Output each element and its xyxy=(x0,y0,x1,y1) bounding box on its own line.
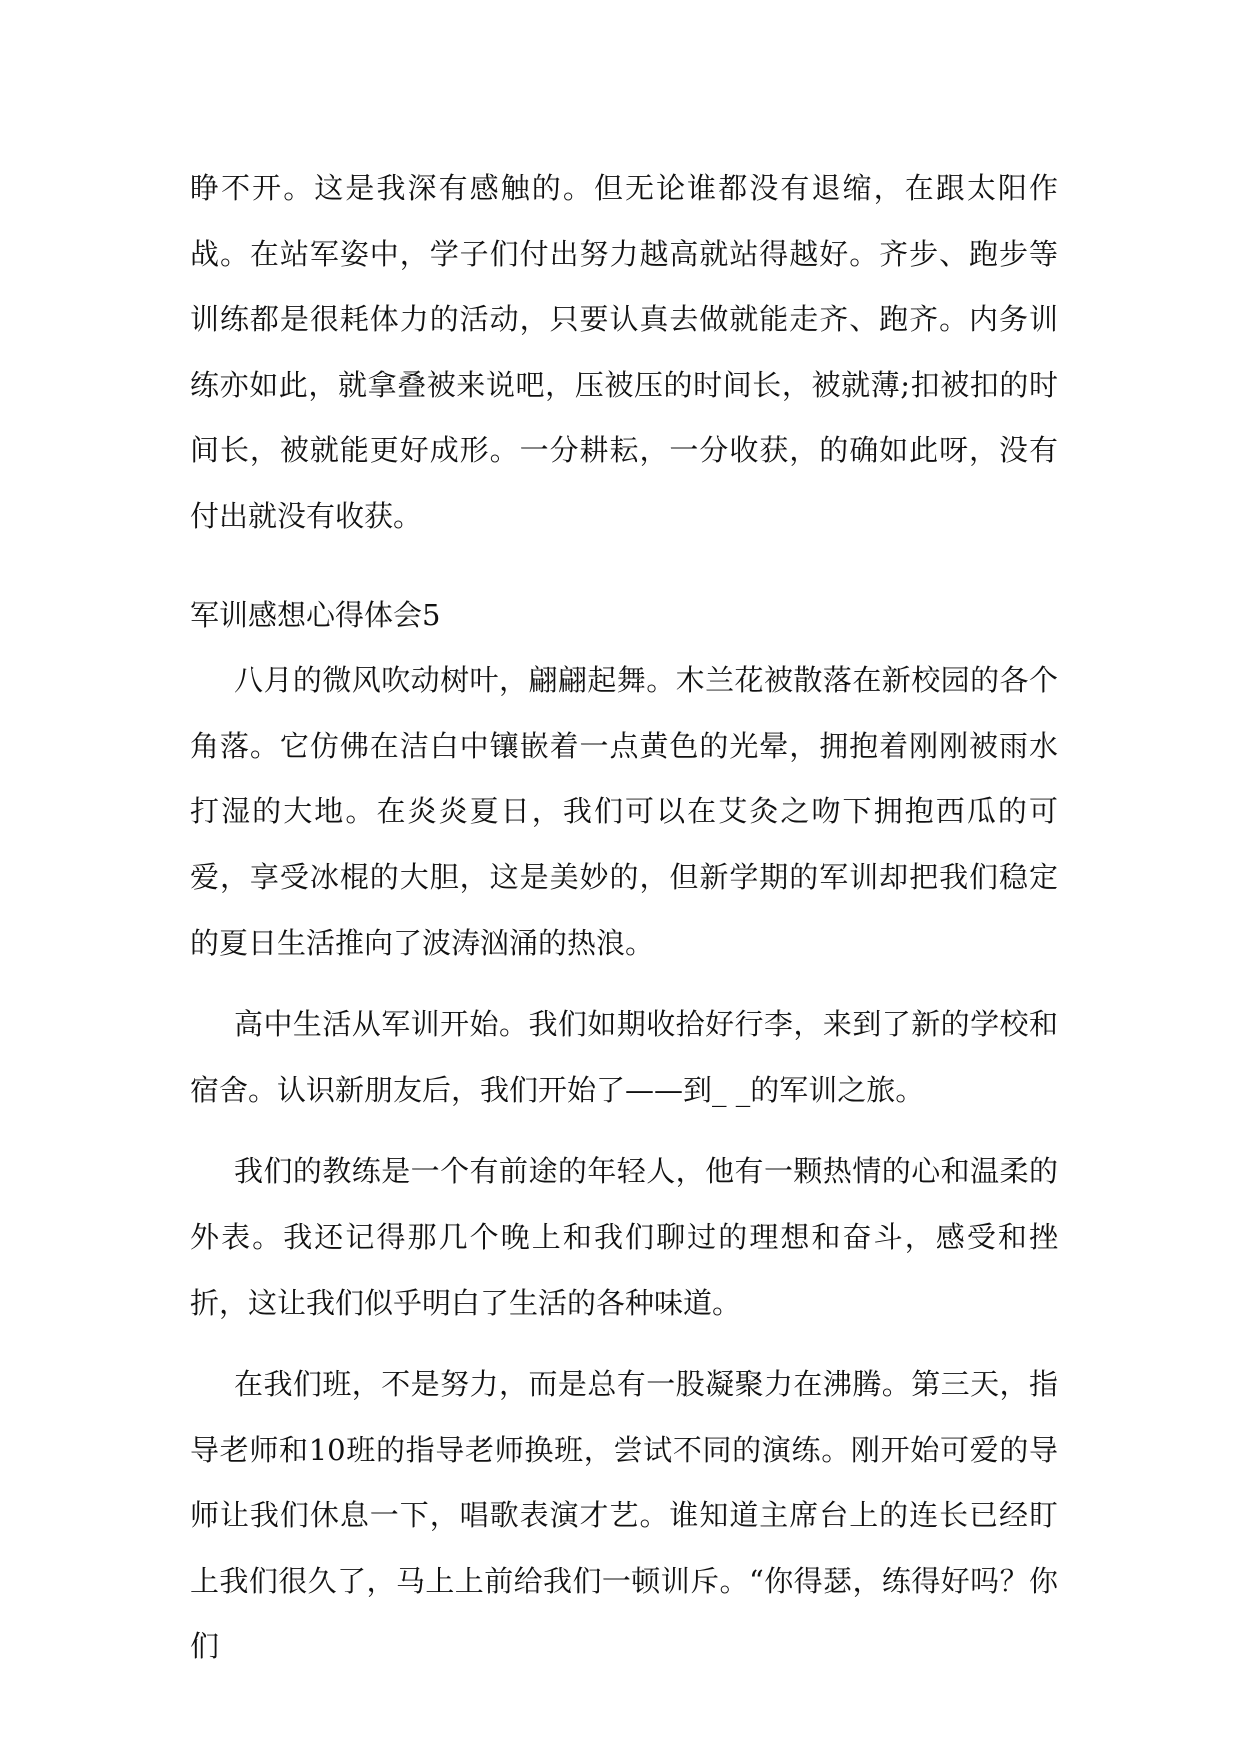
section-heading: 军训感想心得体会5 xyxy=(190,597,441,632)
paragraph-continuation: 睁不开。这是我深有感触的。但无论谁都没有退缩，在跟太阳作战。在站军姿中，学子们付出努力越高就站得越好。齐步、跑步等训练都是很耗体力的活动，只要认真去做就能走齐、跑齐。内务训练亦如此，就拿叠被来说吧，压被压的时间长，被就薄;扣被扣的时间长，被就能更好成形。一分耕耘，一分收获，的确如此呀，没有付出就没有收获。 xyxy=(190,171,1058,533)
paragraph-3: 我们的教练是一个有前途的年轻人，他有一颗热情的心和温柔的外表。我还记得那几个晚上和我们聊过的理想和奋斗，感受和挫折，这让我们似乎明白了生活的各种味道。 xyxy=(190,1154,1058,1320)
paragraph-2: 高中生活从军训开始。我们如期收拾好行李，来到了新的学校和宿舍。认识新朋友后，我们开始了——到_ _的军训之旅。 xyxy=(190,1007,1058,1107)
document-body xyxy=(190,156,1058,1680)
paragraph-4: 在我们班，不是努力，而是总有一股凝聚力在沸腾。第三天，指导老师和10班的指导老师换班，尝试不同的演练。刚开始可爱的导师让我们休息一下，唱歌表演才艺。谁知道主席台上的连长已经盯上我们很久了，马上上前给我们一顿训斥。“你得瑟，练得好吗？你们 xyxy=(190,1367,1058,1664)
paragraph-1: 八月的微风吹动树叶，翩翩起舞。木兰花被散落在新校园的各个角落。它仿佛在洁白中镶嵌着一点黄色的光晕，拥抱着刚刚被雨水打湿的大地。在炎炎夏日，我们可以在艾灸之吻下拥抱西瓜的可爱，享受冰棍的大胆，这是美妙的，但新学期的军训却把我们稳定的夏日生活推向了波涛汹涌的热浪。 xyxy=(190,663,1058,960)
